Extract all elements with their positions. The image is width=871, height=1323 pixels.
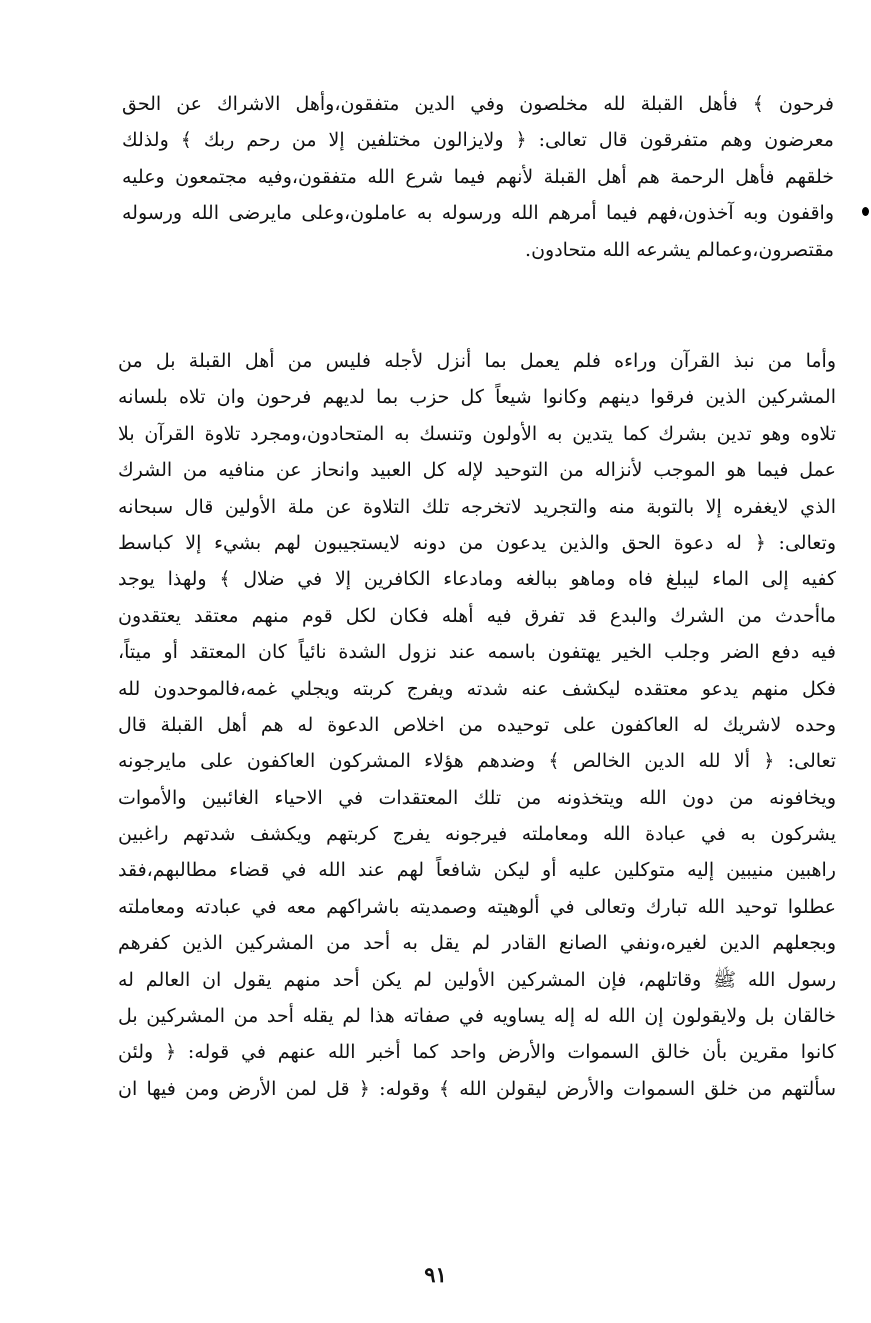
text-line: تلاوه وهو تدين بشرك كما يتدين به الأولون وتنسك به المتحادون،ومجرد تلاوة القرآن بلا <box>118 422 836 445</box>
text-line: عمل فيما هو الموجب لأنزاله من التوحيد لإله كل العبيد وانحاز عن منافيه من الشرك <box>118 459 836 482</box>
text-line: معرضون وهم متفرقون قال تعالى: ﴿ ولايزالون مختلفين إلا من رحم ربك ﴾ ولذلك <box>122 129 834 152</box>
text-line: وبجعلهم الدين لغيره،ونفي الصانع القادر لم يقل به أحد من المشركين الذين كفرهم <box>118 932 836 955</box>
paragraph-1 <box>122 86 834 268</box>
text-line: فكل منهم يدعو معتقده ليكشف عنه شدته ويفرج كربته ويجلي غمه،فالموحدون لله <box>118 677 836 700</box>
text-line: الذي لايغفره إلا بالتوبة منه والتجريد لاتخرجه تلك التلاوة عن ملة الأولين قال سبحانه <box>118 495 836 518</box>
margin-mark <box>862 207 869 216</box>
text-line: وحده لاشريك له العاكفون على توحيده من اخلاص الدعوة له هم أهل القبلة قال <box>118 713 836 736</box>
text-line: ماأحدث من الشرك والبدع قد تفرق فيه أهله فكان لكل قوم منهم معتقد يعتقدون <box>118 604 836 627</box>
text-line: مقتصرون،وعمالم يشرعه الله متحادون. <box>525 238 834 261</box>
page-number: ٩١ <box>424 1262 447 1287</box>
text-line: خالقان بل ولايقولون إن الله له إله يساويه في صفاته هذا لم يقله أحد من المشركين بل <box>118 1005 836 1028</box>
text-line: فيه دفع الضر وجلب الخير يهتفون باسمه عند نزول الشدة نائياً كان المعتقد أو ميتاً، <box>118 641 836 664</box>
text-line: فرحون ﴾ فأهل القبلة لله مخلصون وفي الدين متفقون،وأهل الاشراك عن الحق <box>122 93 834 115</box>
text-line: كانوا مقرين بأن خالق السموات والأرض واحد كما أخبر الله عنهم في قوله: ﴿ ولئن <box>118 1041 836 1064</box>
text-line: ويخافونه من دون الله ويتخذونه من تلك المعتقدات في الاحياء الغائبين والأموات <box>118 786 836 809</box>
paragraph-2 <box>118 343 836 1107</box>
text-line: رسول الله ﷺ وقاتلهم، فإن المشركين الأولين لم يكن أحد منهم يقول ان العالم له <box>118 968 836 991</box>
text-line: خلقهم فأهل الرحمة هم أهل القبلة لأنهم فيما شرع الله متفقون،وفيه مجتمعون وعليه <box>122 165 834 188</box>
text-line: تعالى: ﴿ ألا لله الدين الخالص ﴾ وضدهم هؤلاء المشركون العاكفون على مايرجونه <box>118 750 836 773</box>
text-line: المشركين الذين فرقوا دينهم وكانوا شيعاً كل حزب بما لديهم فرحون وان تلاه بلسانه <box>118 386 836 409</box>
text-line: كفيه إلى الماء ليبلغ فاه وماهو ببالغه ومادعاء الكافرين إلا في ضلال ﴾ ولهذا يوجد <box>118 568 836 591</box>
text-line: واقفون وبه آخذون،فهم فيما أمرهم الله ورسوله به عاملون،وعلى مايرضى الله ورسوله <box>122 202 834 225</box>
text-line: وأما من نبذ القرآن وراءه فلم يعمل بما أنزل لأجله فليس من أهل القبلة بل من <box>118 350 836 372</box>
text-line: يشركون به في عبادة الله ومعاملته فيرجونه يفرج كربتهم ويكشف شدتهم راغبين <box>118 823 836 846</box>
text-line: راهبين منيبين إليه متوكلين عليه أو ليكن شافعاً لهم عند الله في قضاء مطالبهم،فقد <box>118 859 836 882</box>
text-line: وتعالى: ﴿ له دعوة الحق والذين يدعون من دونه لايستجيبون لهم بشيء إلا كباسط <box>118 531 836 554</box>
text-line: سألتهم من خلق السموات والأرض ليقولن الله ﴾ وقوله: ﴿ قل لمن الأرض ومن فيها ان <box>118 1077 836 1100</box>
text-line: عطلوا توحيد الله تبارك وتعالى في ألوهيته وصمديته باشراكهم معه في عبادته ومعاملته <box>118 895 836 918</box>
